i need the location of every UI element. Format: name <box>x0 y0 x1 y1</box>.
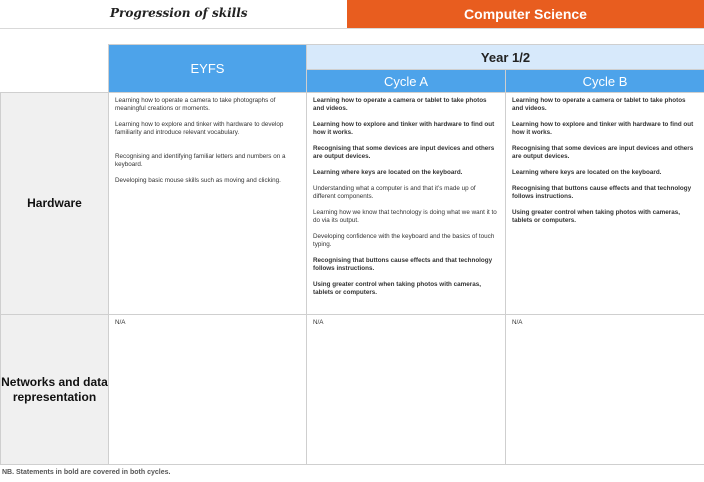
skills-table <box>0 44 704 465</box>
statement: Learning how to explore and tinker with hardware to find out how it works. <box>313 121 495 136</box>
statement: Recognising that buttons cause effects and that technology follows instructions. <box>512 185 692 200</box>
page-title: Progression of skills <box>110 6 248 20</box>
statement: Recognising that buttons cause effects and that technology follows instructions. <box>313 257 493 272</box>
statement: Learning how to explore and tinker with hardware to develop familiarity and introduce relevant vocabulary. <box>115 121 284 136</box>
column-header-year: Year 1/2 <box>307 45 704 70</box>
statement: N/A <box>313 319 324 326</box>
statement: Learning how to operate a camera or tablet to take photos and videos. <box>313 97 487 112</box>
column-header-cycle-a: Cycle A <box>307 70 506 93</box>
column-header-eyfs: EYFS <box>109 45 307 93</box>
statement: Learning how to explore and tinker with hardware to find out how it works. <box>512 121 694 136</box>
hardware-cycle-b-cell <box>506 93 704 315</box>
column-header-cycle-b: Cycle B <box>506 70 704 93</box>
statement: Learning where keys are located on the keyboard. <box>512 169 662 176</box>
statement: Recognising that some devices are input devices and others are output devices. <box>512 145 694 160</box>
networks-eyfs-cell <box>109 315 307 465</box>
statement: Developing confidence with the keyboard and the basics of touch typing. <box>313 233 495 248</box>
footnote: NB. Statements in bold are covered in both cycles. <box>2 469 171 476</box>
networks-cycle-a-cell <box>307 315 506 465</box>
networks-cycle-b-cell <box>506 315 704 465</box>
row-header-hardware: Hardware <box>1 93 109 315</box>
statement: Understanding what a computer is and that it’s made up of different components. <box>313 185 476 200</box>
table-corner <box>1 45 109 93</box>
divider <box>0 28 704 29</box>
hardware-cycle-a-cell <box>307 93 506 315</box>
statement: N/A <box>115 319 126 326</box>
statement: Recognising that some devices are input devices and others are output devices. <box>313 145 495 160</box>
statement: Using greater control when taking photos with cameras, tablets or computers. <box>512 209 680 224</box>
statement: Using greater control when taking photos with cameras, tablets or computers. <box>313 281 481 296</box>
hardware-eyfs-cell <box>109 93 307 315</box>
statement: Recognising and identifying familiar letters and numbers on a keyboard. <box>115 153 286 168</box>
top-bar <box>0 0 704 28</box>
row-header-networks: Networks and data representation <box>1 315 109 465</box>
statement: Developing basic mouse skills such as moving and clicking. <box>115 177 281 184</box>
statement: N/A <box>512 319 523 326</box>
subject-banner: Computer Science <box>347 0 704 28</box>
statement: Learning how we know that technology is doing what we want it to do via its output. <box>313 209 497 224</box>
statement: Learning where keys are located on the keyboard. <box>313 169 463 176</box>
statement: Learning how to operate a camera or tablet to take photos and videos. <box>512 97 686 112</box>
statement: Learning how to operate a camera to take photographs of meaningful creations or moments. <box>115 97 276 112</box>
